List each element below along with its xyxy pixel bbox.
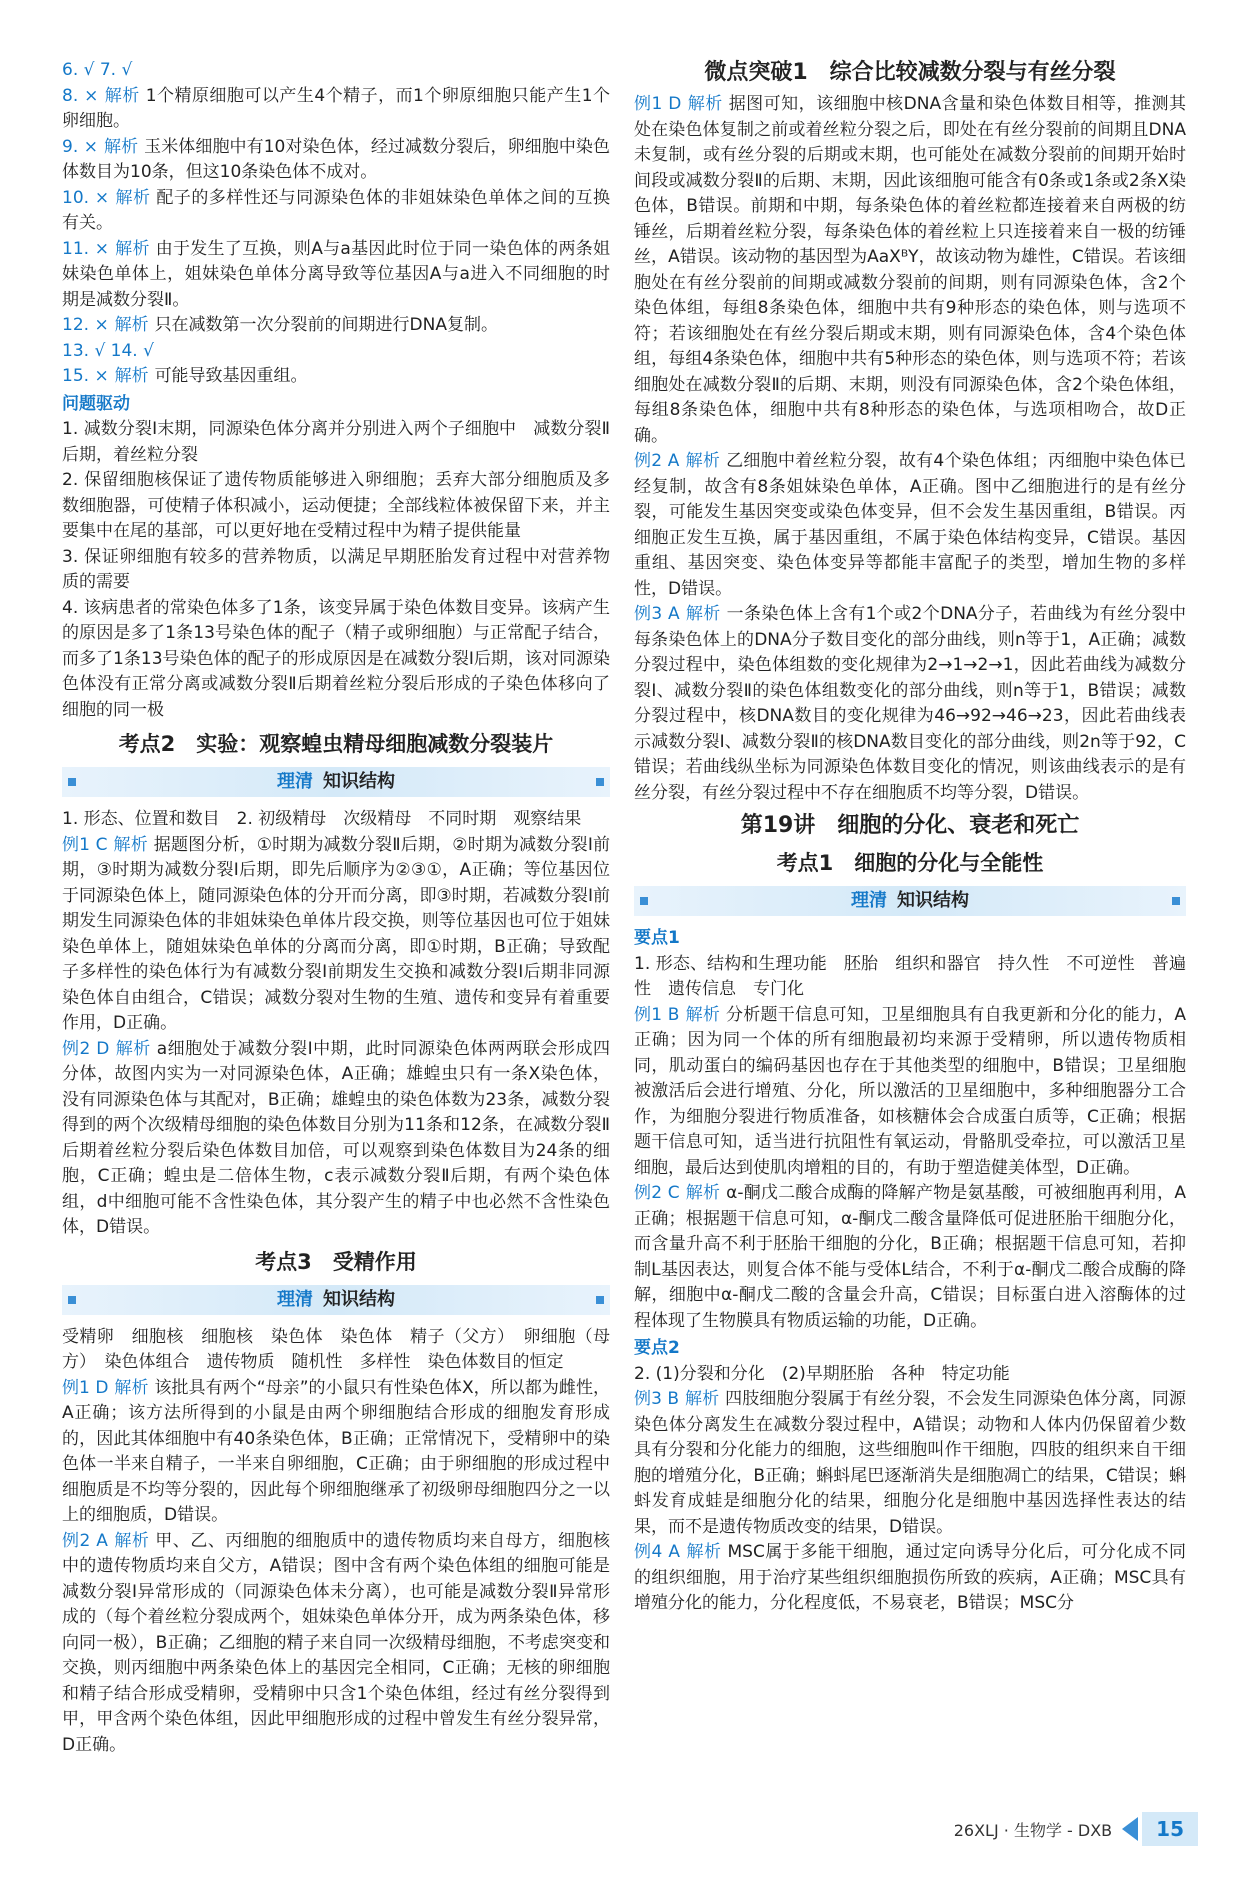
right-column <box>634 58 1186 1617</box>
answer-15: 15. × 解析 可能导致基因重组。 <box>62 366 308 386</box>
banner-knowledge-structure: 理清 知识结构 <box>62 767 610 797</box>
footer-book-code: 26XLJ · 生物学 - DXB <box>953 1820 1113 1840</box>
answer-9: 9. × 解析 玉米体细胞中有10对染色体，经过减数分裂后，卵细胞中染色体数目为10条，但这10条染色体不成对。 <box>62 136 611 182</box>
qd-answer-1: 1. 减数分裂Ⅰ末期，同源染色体分离并分别进入两个子细胞中 减数分裂Ⅱ后期，着丝粒分裂 <box>62 419 610 465</box>
section-question-driven: 问题驱动 <box>62 393 130 414</box>
arrow-left-icon <box>1122 1817 1138 1841</box>
kp2-answers: 1. 形态、位置和数目 2. 初级精母 次级精母 不同时期 观察结果 <box>62 809 582 829</box>
heading-kaodian-3: 考点3 受精作用 <box>255 1249 417 1274</box>
qd-answer-4: 4. 该病患者的常染色体多了1条，该变异属于染色体数目变异。该病产生的原因是多了1条13号染色体的配子（精子或卵细胞）与正常配子结合，而多了1条13号染色体的配子的形成原因是在减数分裂Ⅰ后期，该对同源染色体没有正常分离或减数分裂Ⅱ后期着丝粒分裂后形成的子染色体移向了细胞的同一极 <box>62 597 610 720</box>
answer-12: 12. × 解析 只在减数第一次分裂前的间期进行DNA复制。 <box>62 315 498 335</box>
answer-8: 8. × 解析 1个精原细胞可以产生4个精子，而1个卵原细胞只能产生1个卵细胞。 <box>62 85 611 131</box>
kp3-answers: 受精卵 细胞核 细胞核 染色体 染色体 精子（父方） 卵细胞（母方） 染色体组合 遗传物质 随机性 多样性 染色体数目的恒定 <box>62 1326 610 1372</box>
kp3-example-1: 例1 D 解析 该批具有两个“母亲”的小鼠只有性染色体X，所以都为雌性，A正确；该方法所得到的小鼠是由两个卵细胞结合形成的细胞发育形成的，因此其体细胞中有40条染色体，B正确；正常情况下，受精卵中的染色体一半来自精子，一半来自卵细胞，C正确；由于卵细胞的形成过程中细胞质是不均等分裂的，因此每个卵细胞继承了初级卵母细胞四分之一以上的细胞质，D错误。 <box>62 1377 611 1525</box>
key-point-2-label: 要点2 <box>634 1338 680 1358</box>
banner-square-icon <box>596 778 604 786</box>
kp1-example-3: 例3 B 解析 四肢细胞分裂属于有丝分裂，不会发生同源染色体分离，同源染色体分离发生在减数分裂过程中，A错误；动物和人体内仍保留着少数具有分裂和分化能力的细胞，这些细胞叫作干细胞，四肢的组织来自干细胞的增殖分化，B正确；蝌蚪尾巴逐渐消失是细胞凋亡的结果，C错误；蝌蚪发育成蛙是细胞分化的结果，细胞分化是细胞中基因选择性表达的结果，而不是遗传物质改变的结果，D错误。 <box>634 1389 1187 1537</box>
answer-13-14: 13. √ 14. √ <box>62 340 154 361</box>
kp3-example-2: 例2 A 解析 甲、乙、丙细胞的细胞质中的遗传物质均来自母方，细胞核中的遗传物质均来自父方，A错误；图中含有两个染色体组的细胞可能是减数分裂Ⅰ异常形成的（同源染色体未分离），也可能是减数分裂Ⅱ异常形成的（每个着丝粒分裂成两个，姐妹染色单体分开，成为两条染色体，移向同一极），B正确；乙细胞的精子来自同一次级精母细胞，不考虑突变和交换，则丙细胞中两条染色体上的基因完全相同，C正确；无核的卵细胞和精子结合形成受精卵，受精卵中只含1个染色体组，经过有丝分裂得到甲，甲含两个染色体组，因此甲细胞形成的过程中曾发生有丝分裂异常，D正确。 <box>62 1530 611 1755</box>
heading-micro-breakthrough: 微点突破1 综合比较减数分裂与有丝分裂 <box>704 60 1116 85</box>
key-point-1-answers: 1. 形态、结构和生理功能 胚胎 组织和器官 持久性 不可逆性 普遍性 遗传信息 专门化 <box>634 953 1186 999</box>
kp2-example-1: 例1 C 解析 据题图分析，①时期为减数分裂Ⅱ后期，②时期为减数分裂Ⅰ前期，③时期为减数分裂Ⅰ后期，即先后顺序为②③①，A正确；等位基因位于同源染色体上，随同源染色体的分开而分离，即③时期，若减数分裂Ⅰ前期发生同源染色体的非姐妹染色单体片段交换，则等位基因也可位于姐妹染色单体上，随姐妹染色单体的分离而分离，即①时期，B正确；导致配子多样性的染色体行为有减数分裂Ⅰ前期发生交换和减数分裂Ⅰ后期非同源染色体自由组合，C错误；减数分裂对生物的生殖、遗传和变异有着重要作用，D正确。 <box>62 834 610 1033</box>
left-column <box>62 58 610 1758</box>
kp2-example-2: 例2 D 解析 a细胞处于减数分裂Ⅰ中期，此时同源染色体两两联会形成四分体，故图内实为一对同源染色体，A正确；雄蝗虫只有一条X染色体，没有同源染色体与其配对，B正确；雄蝗虫的染色体数为23条，减数分裂得到的两个次级精母细胞的染色体数目分别为11条和12条，在减数分裂Ⅱ后期着丝粒分裂后染色体数目加倍，可以观察到染色体数目为24条的细胞，C正确；蝗虫是二倍体生物，c表示减数分裂Ⅱ后期，有两个染色体组，d中细胞可能不含性染色体，其分裂产生的精子中也必然不含性染色体，D错误。 <box>62 1038 610 1237</box>
mb-example-3: 例3 A 解析 一条染色体上含有1个或2个DNA分子，若曲线为有丝分裂中每条染色体上的DNA分子数目变化的部分曲线，则n等于1，A正确；减数分裂过程中，染色体组数的变化规律为2→1→2→1，因此若曲线为减数分裂Ⅰ、减数分裂Ⅱ的染色体组数变化的部分曲线，则n等于1，B错误；减数分裂过程中，核DNA数目的变化规律为46→92→46→23，因此若曲线表示减数分裂Ⅰ、减数分裂Ⅱ的核DNA数目变化的部分曲线，则2n等于92，C错误；若曲线纵坐标为同源染色体数目变化的情况，则该曲线表示的是有丝分裂，有丝分裂过程中不存在细胞质不均等分裂，D错误。 <box>634 604 1187 803</box>
page-number: 15 <box>1142 1812 1198 1846</box>
banner-square-icon <box>596 1296 604 1304</box>
kp1-example-1: 例1 B 解析 分析题干信息可知，卫星细胞具有自我更新和分化的能力，A正确；因为同一个体的所有细胞最初均来源于受精卵，所以遗传物质相同，肌动蛋白的编码基因也存在于其他类型的细胞中，B错误；卫星细胞被激活后会进行增殖、分化，所以激活的卫星细胞中，多种细胞器分工合作，为细胞分裂进行物质准备，如核糖体会合成蛋白质等，C正确；根据题干信息可知，适当进行抗阻性有氧运动，骨骼肌受牵拉，可以激活卫星细胞，最后达到使肌肉增粗的目的，有助于塑造健美体型，D正确。 <box>634 1004 1186 1178</box>
answer-11: 11. × 解析 由于发生了互换，则A与a基因此时位于同一染色体的两条姐妹染色单体上，姐妹染色单体分离导致等位基因A与a进入不同细胞的时期是减数分裂Ⅱ。 <box>62 238 611 310</box>
kp1-example-2: 例2 C 解析 α-酮戊二酸合成酶的降解产物是氨基酸，可被细胞再利用，A正确；根据题干信息可知，α-酮戊二酸含量降低可促进胚胎干细胞分化，而含量升高不利于胚胎干细胞的分化，B正确；根据题干信息可知，若抑制L基因表达，则复合体不能与受体L结合，不利于α-酮戊二酸合成酶的降解，细胞中α-酮戊二酸的含量会升高，C错误；目标蛋白进入溶酶体的过程体现了生物膜具有物质运输的功能，D正确。 <box>634 1183 1187 1331</box>
heading-lecture-19: 第19讲 细胞的分化、衰老和死亡 <box>740 813 1080 838</box>
page-footer <box>954 1812 1198 1846</box>
key-point-1-label: 要点1 <box>634 928 680 948</box>
qd-answer-2: 2. 保留细胞核保证了遗传物质能够进入卵细胞；丢弃大部分细胞质及多数细胞器，可使精子体积减小，运动便捷；全部线粒体被保留下来，并主要集中在尾的基部，可以更好地在受精过程中为精子提供能量 <box>62 470 610 541</box>
banner-knowledge-structure: 理清 知识结构 <box>634 886 1186 916</box>
answer-6-7: 6. √ 7. √ <box>62 60 133 80</box>
banner-square-icon <box>1172 897 1180 905</box>
heading-kaodian-1: 考点1 细胞的分化与全能性 <box>776 851 1044 875</box>
heading-kaodian-2: 考点2 实验：观察蝗虫精母细胞减数分裂装片 <box>118 732 554 756</box>
qd-answer-3: 3. 保证卵细胞有较多的营养物质，以满足早期胚胎发育过程中对营养物质的需要 <box>62 546 610 592</box>
mb-example-2: 例2 A 解析 乙细胞中着丝粒分裂，故有4个染色体组；丙细胞中染色体已经复制，故含有8条姐妹染色单体，A正确。图中乙细胞进行的是有丝分裂，可能发生基因突变或染色体变异，但不会发生基因重组，B错误。丙细胞正发生互换，属于基因重组，不属于染色体结构变异，C错误。基因重组、基因突变、染色体变异等都能丰富配子的类型，增加生物的多样性，D错误。 <box>634 451 1187 599</box>
key-point-2-answers: 2. (1)分裂和分化 (2)早期胚胎 各种 特定功能 <box>634 1363 1010 1384</box>
kp1-example-4: 例4 A 解析 MSC属于多能干细胞，通过定向诱导分化后，可分化成不同的组织细胞，用于治疗某些组织细胞损伤所致的疾病，A正确；MSC具有增殖分化的能力，分化程度低，不易衰老，B错误；MSC分 <box>634 1542 1187 1613</box>
mb-example-1: 例1 D 解析 据图可知，该细胞中核DNA含量和染色体数目相等，推测其处在染色体复制之前或着丝粒分裂之后，即处在有丝分裂前的间期且DNA未复制，或有丝分裂的后期或末期，也可能处在减数分裂前的间期开始时间段或减数分裂Ⅱ的后期、末期，因此该细胞可能含有0条或1条或2条X染色体，B错误。前期和中期，每条染色体的着丝粒都连接着来自两极的纺锤丝，后期着丝粒分裂，每条染色体的着丝粒上只连接着来自一极的纺锤丝，A错误。该动物的基因型为AaXᴮY，故该动物为雄性，C错误。若该细胞处在有丝分裂前的间期或减数分裂前的间期，则有同源染色体，含2个染色体组，每组8条染色体，细胞中共有9种形态的染色体，则与选项不符；若该细胞处在有丝分裂后期或末期，则有同源染色体，含4个染色体组，每组4条染色体，细胞中共有5种形态的染色体，则与选项不符；若该细胞处在减数分裂Ⅱ的后期、末期，则没有同源染色体，含2个染色体组，每组8条染色体，细胞中共有8种形态的染色体，与选项相吻合，故D正确。 <box>634 94 1187 446</box>
banner-knowledge-structure: 理清 知识结构 <box>62 1285 610 1315</box>
answer-10: 10. × 解析 配子的多样性还与同源染色体的非姐妹染色单体之间的互换有关。 <box>62 187 611 233</box>
